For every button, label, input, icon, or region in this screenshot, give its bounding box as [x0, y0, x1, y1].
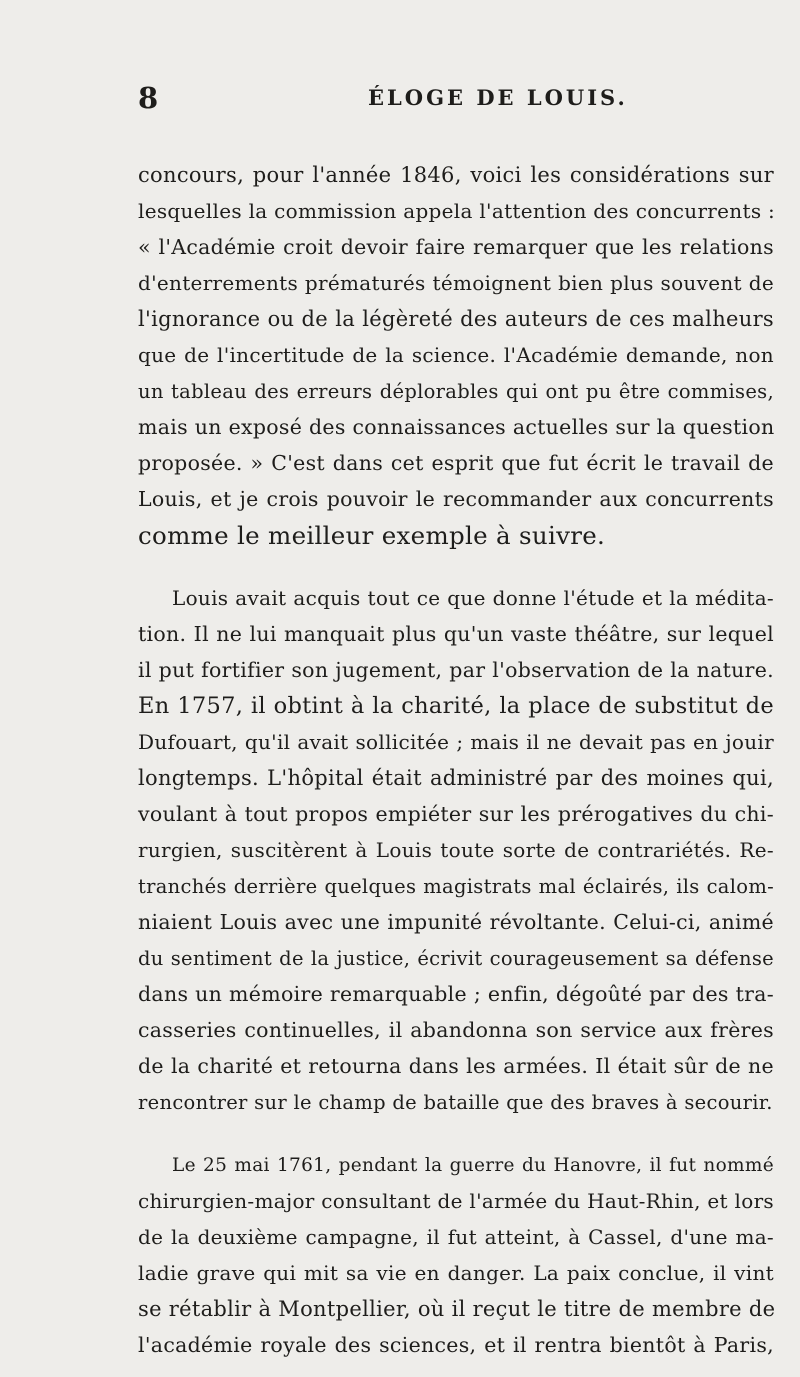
text-line: En 1757, il obtint à la charité, la place de substitut de	[138, 693, 774, 719]
text-line: se rétablir à Montpellier, où il reçut le titre de membre de	[138, 1297, 776, 1321]
text-line: ladie grave qui mit sa vie en danger. La paix conclue, il vint	[138, 1261, 774, 1285]
text-line: l'académie royale des sciences, et il rentra bientôt à Paris,	[138, 1333, 774, 1357]
text-line: concours, pour l'année 1846, voici les considérations sur	[138, 163, 774, 187]
text-line: il put fortifier son jugement, par l'observation de la nature.	[138, 658, 774, 682]
text-line: tranchés derrière quelques magistrats mal éclairés, ils calom-	[138, 875, 774, 898]
text-line: de la deuxième campagne, il fut atteint, à Cassel, d'une ma-	[138, 1225, 774, 1249]
text-line: proposée. » C'est dans cet esprit que fut écrit le travail de	[138, 451, 774, 475]
text-line: Le 25 mai 1761, pendant la guerre du Hanovre, il fut nommé	[172, 1155, 774, 1176]
text-line: lesquelles la commission appela l'attention des concurrents :	[138, 199, 776, 223]
text-line: casseries continuelles, il abandonna son service aux frères	[138, 1018, 774, 1042]
text-line: niaient Louis avec une impunité révoltante. Celui-ci, animé	[138, 910, 774, 934]
page-number: 8	[138, 81, 159, 115]
text-line: comme le meilleur exemple à suivre.	[138, 521, 606, 550]
running-title: ÉLOGE DE LOUIS.	[368, 85, 628, 110]
text-line: d'enterrements prématurés témoignent bien plus souvent de	[138, 271, 774, 295]
text-line: que de l'incertitude de la science. l'Académie demande, non	[138, 343, 774, 367]
text-line: rencontrer sur le champ de bataille que des braves à secourir.	[138, 1091, 773, 1114]
text-line: un tableau des erreurs déplorables qui ont pu être commises,	[138, 380, 774, 403]
running-head	[138, 78, 774, 118]
text-line: longtemps. L'hôpital était administré par des moines qui,	[138, 766, 774, 790]
text-line: « l'Académie croit devoir faire remarquer que les relations	[138, 235, 774, 259]
text-line: chirurgien-major consultant de l'armée du Haut-Rhin, et lors	[138, 1189, 774, 1213]
text-line: Dufouart, qu'il avait sollicitée ; mais il ne devait pas en jouir	[138, 730, 774, 754]
text-line: du sentiment de la justice, écrivit courageusement sa défense	[138, 947, 774, 970]
text-line: tion. Il ne lui manquait plus qu'un vaste théâtre, sur lequel	[138, 622, 774, 646]
text-line: dans un mémoire remarquable ; enfin, dégoûté par des tra-	[138, 982, 774, 1006]
text-line: Louis avait acquis tout ce que donne l'étude et la médita-	[172, 586, 774, 610]
text-line: mais un exposé des connaissances actuelles sur la question	[138, 415, 775, 439]
text-line: de la charité et retourna dans les armées. Il était sûr de ne	[138, 1054, 774, 1078]
text-line: rurgien, suscitèrent à Louis toute sorte de contrariétés. Re-	[138, 838, 774, 862]
text-line: voulant à tout propos empiéter sur les prérogatives du chi-	[138, 802, 774, 826]
text-line: l'ignorance ou de la légèreté des auteurs de ces malheurs	[138, 307, 774, 331]
text-line: Louis, et je crois pouvoir le recommander aux concurrents	[138, 487, 774, 511]
